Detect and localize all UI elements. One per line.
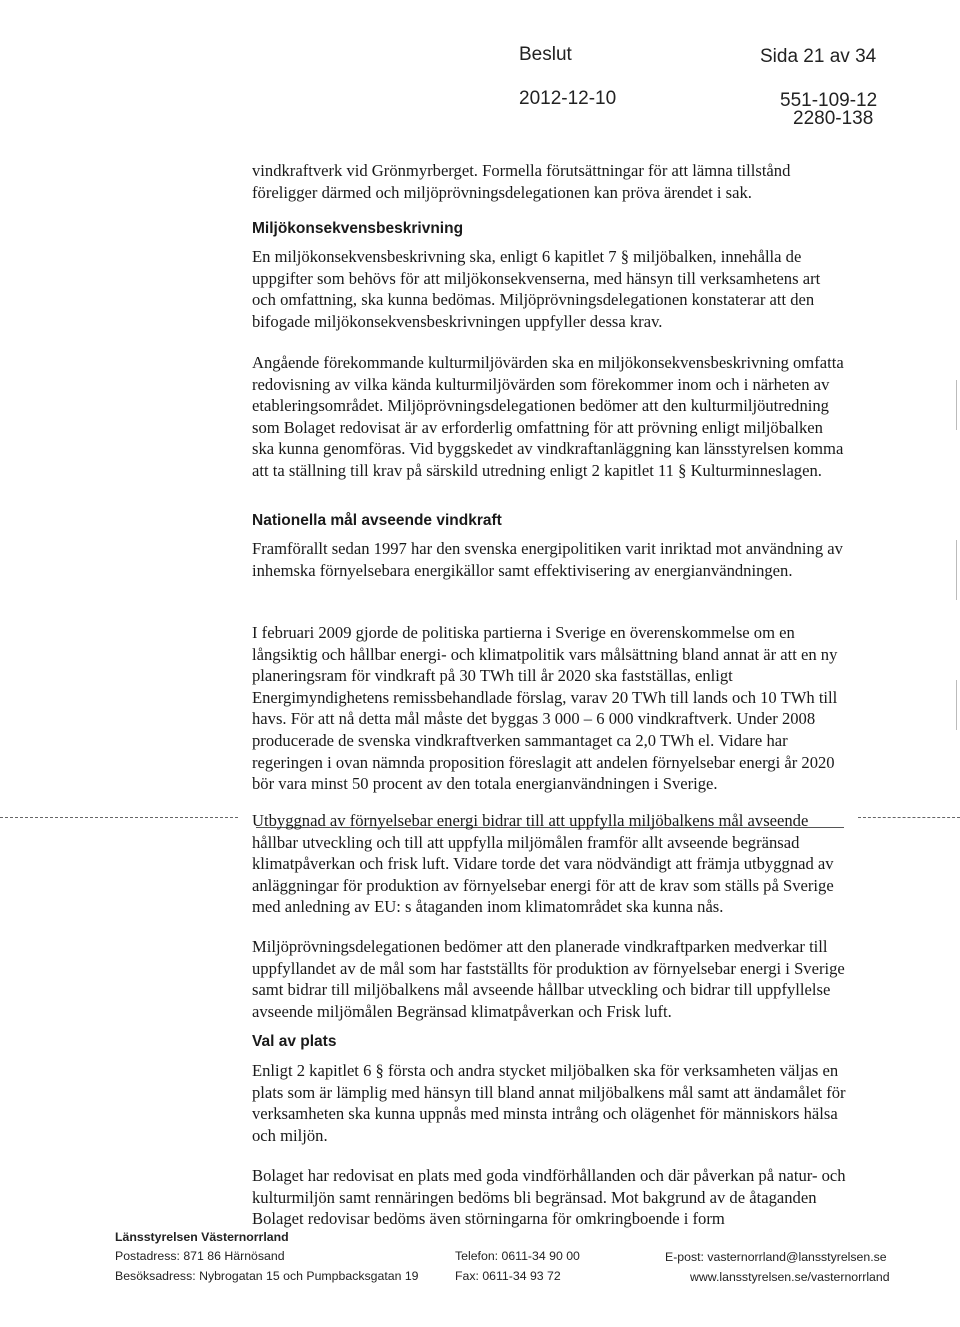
reference-number-1: 551-109-12 xyxy=(780,90,878,111)
footer-postal-address: Postadress: 871 86 Härnösand xyxy=(115,1249,285,1263)
paragraph-text: Enligt 2 kapitlet 6 § första och andra stycket miljöbalken ska för verksamheten väljas en plats som är lämplig med hänsyn till bland annat miljöbalkens mål samt att ändamålet för verksamheten ska kunna uppnås med minsta intrång och olägenhet för människors hälsa och miljön. xyxy=(252,1061,846,1145)
footer-phone: Telefon: 0611-34 90 00 xyxy=(455,1249,580,1263)
paragraph-text: Utbyggnad av förnyelsebar energi bidrar till att uppfylla miljöbalkens mål avseende hållbar utveckling och till att uppfylla miljömålen framför allt avseende begränsad klimatpåverkan och frisk luft. Vidare torde det vara nödvändigt att främja utbyggnad av anläggningar för produktion av förnyelsebar energi för att de krav som ställs på Sverige med anledning av EU: s åtaganden inom klimatområdet ska kunna nås. xyxy=(252,811,834,917)
scan-margin-mark xyxy=(956,380,957,430)
footer-website: www.lansstyrelsen.se/vasternorrland xyxy=(690,1270,890,1284)
paragraph-agreement-2009 xyxy=(252,622,848,795)
paragraph-cultural-values xyxy=(252,352,848,482)
scan-rule-left xyxy=(0,817,238,818)
paragraph-text: I februari 2009 gjorde de politiska partierna i Sverige en överenskommelse om en långsiktig och hållbar energi- och klimatpolitik vars målsättning bland annat är att en ny planeringsram för vindkraft på 30 TWh till år 2020 ska fastställas, enligt Energimyndighetens remissbehandlade förslag, varav 20 TWh till lands och 10 TWh till havs. För att nå detta mål måste det byggas 3 000 – 6 000 vindkraftverk. Under 2008 producerade de svenska vindkraftverken sammantaget ca 2,0 TWh el. Vidare har regeringen i ovan nämnda proposition föreslagit att andelen förnyelsebar energi år 2020 bör vara minst 50 procent av den totala energianvändningen i Sverige. xyxy=(252,623,838,794)
scan-rule-right xyxy=(858,817,960,818)
footer-organization: Länsstyrelsen Västernorrland xyxy=(115,1230,289,1244)
paragraph-text: En miljökonsekvensbeskrivning ska, enligt 6 kapitlet 7 § miljöbalken, innehålla de uppgifter som behövs för att miljökonsekvenserna, med hänsyn till verksamhetens art och omfattning, ska kunna bedömas. Miljöprövningsdelegationen konstaterar att den bifogade miljökonsekvensbeskrivningen uppfyller dessa krav. xyxy=(252,247,821,331)
scan-margin-mark xyxy=(956,680,957,730)
paragraph-delegation-assessment xyxy=(252,936,848,1022)
heading-site-choice: Val av plats xyxy=(252,1033,337,1050)
footer-visiting-address: Besöksadress: Nybrogatan 15 och Pumpbacksgatan 19 xyxy=(115,1269,419,1283)
document-type: Beslut xyxy=(519,44,572,65)
heading-national-goals: Nationella mål avseende vindkraft xyxy=(252,512,502,529)
footer-fax: Fax: 0611-34 93 72 xyxy=(455,1269,561,1283)
heading-environmental-impact: Miljökonsekvensbeskrivning xyxy=(252,220,464,237)
paragraph-text: Miljöprövningsdelegationen bedömer att den planerade vindkraftparken medverkar till uppfyllandet av de mål som har fastställts för produktion av förnyelsebar energi i Sverige samt bidrar till miljöbalkens mål avseende hållbar utveckling och bidrar till uppfyllelse avseende miljömålen Begränsad klimatpåverkan och Frisk luft. xyxy=(252,937,845,1021)
paragraph-mkb xyxy=(252,246,848,332)
paragraph-text: Framförallt sedan 1997 har den svenska energipolitiken varit inriktad mot användning av inhemska förnyelsebara energikällor samt effektivisering av energianvändningen. xyxy=(252,539,843,580)
paragraph-text: Angående förekommande kulturmiljövärden ska en miljökonsekvensbeskrivning omfatta redovisning av vilka kända kulturmiljövärden som förekommer inom och i närheten av etableringsområdet. Miljöprövningsdelegationen bedömer att den kulturmiljöutredning som Bolaget redovisat är av erforderlig omfattning för att prövning enligt miljöbalken ska kunna genomföras. Vid byggskedet av vindkraftanläggning kan länsstyrelsen komma att ta ställning till krav på särskild utredning enligt 2 kapitlet 11 § Kulturminneslagen. xyxy=(252,353,844,480)
paragraph-site-requirements xyxy=(252,1060,848,1146)
footer-email: E-post: vasternorrland@lansstyrelsen.se xyxy=(665,1250,887,1264)
reference-number-2: 2280-138 xyxy=(793,108,874,129)
document-date: 2012-12-10 xyxy=(519,88,617,109)
paragraph-text: vindkraftverk vid Grönmyrberget. Formella förutsättningar för att lämna tillstånd föreligger därmed och miljöprövningsdelegationen kan pröva ärendet i sak. xyxy=(252,161,791,202)
paragraph-renewable-expansion xyxy=(252,810,848,918)
paragraph-site-assessment xyxy=(252,1165,848,1230)
scan-margin-mark xyxy=(956,540,957,600)
paragraph-energy-policy xyxy=(252,538,848,581)
page-number: Sida 21 av 34 xyxy=(760,46,877,67)
paragraph-text: Bolaget har redovisat en plats med goda vindförhållanden och där påverkan på natur- och kulturmiljön samt rennäringen bedöms bli begränsad. Mot bakgrund av de åtaganden Bolaget redovisar bedöms även störningarna för omkringboende i form xyxy=(252,1166,846,1229)
paragraph-intro xyxy=(252,160,848,203)
